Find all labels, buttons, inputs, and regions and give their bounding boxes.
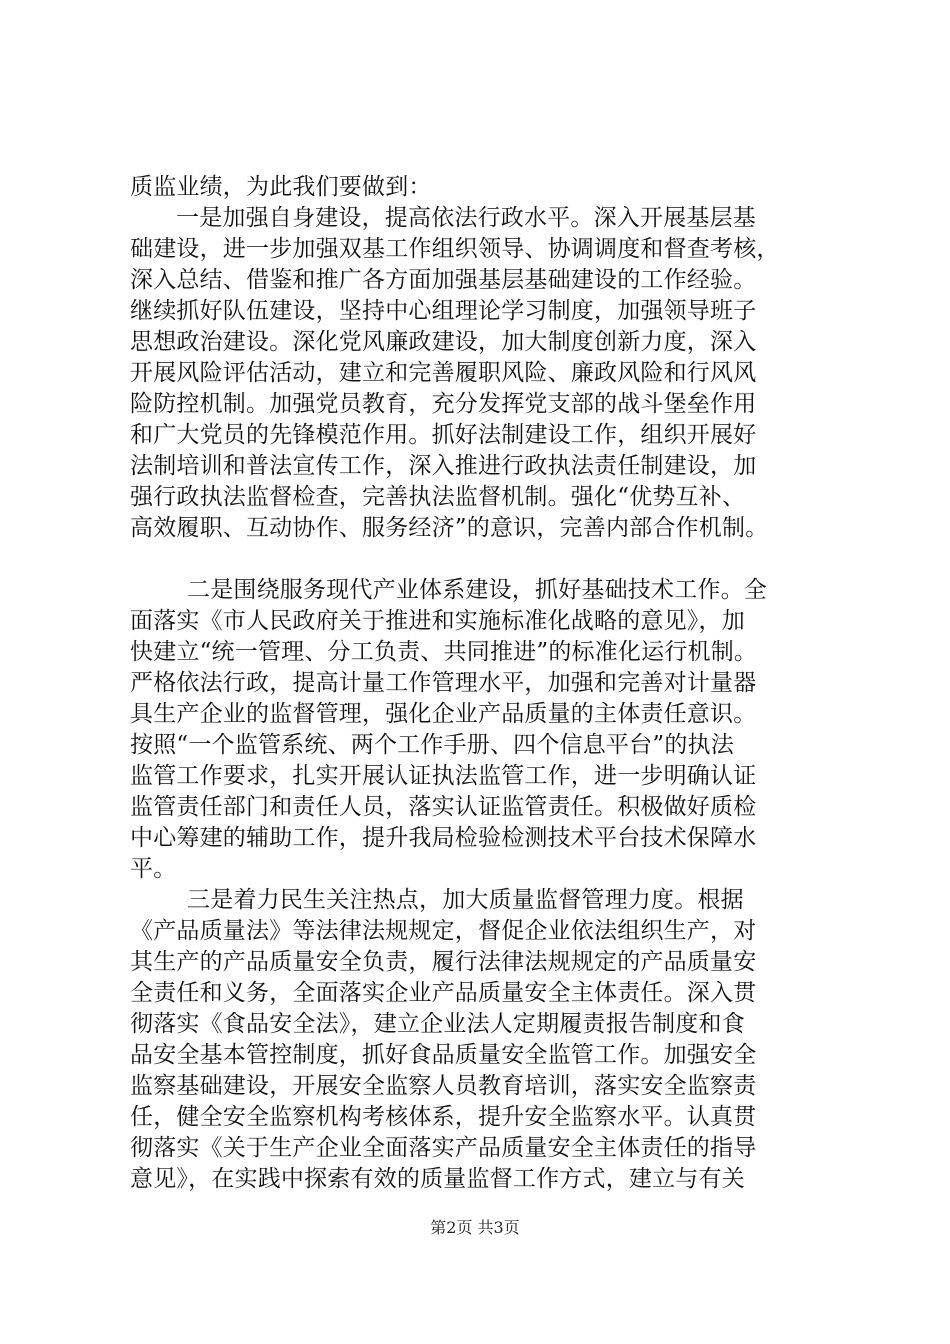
text-line: 监管工作要求，扎实开展认证执法监管工作，进一步明确认证 (130, 763, 757, 789)
text-line: 面落实《市人民政府关于推进和实施标准化战略的意见》，加 (130, 608, 745, 634)
text-line: 险防控机制。加强党员教育，充分发挥党支部的战斗堡垒作用 (130, 391, 757, 417)
text-line: 和广大党员的先锋模范作用。抓好法制建设工作，组织开展好 (130, 422, 757, 448)
text-line: 础建设，进一步加强双基工作组织领导、协调调度和督查考核， (130, 236, 780, 262)
text-line: 按照“一个监管系统、两个工作手册、四个信息平台”的执法 (130, 732, 734, 758)
text-line: 监察基础建设，开展安全监察人员教育培训，落实安全监察责 (130, 1073, 757, 1099)
text-line: 彻落实《食品安全法》，建立企业法人定期履责报告制度和食 (130, 1011, 745, 1037)
paragraph-gap (130, 544, 850, 575)
text-line: 品安全基本管控制度，抓好食品质量安全监管工作。加强安全 (130, 1042, 757, 1068)
text-line: 严格依法行政，提高计量工作管理水平，加强和完善对计量器 (130, 670, 757, 696)
document-body (130, 172, 850, 1195)
text-line: 监管责任部门和责任人员，落实认证监管责任。积极做好质检 (130, 794, 757, 820)
text-line: 彻落实《关于生产企业全面落实产品质量安全主体责任的指导 (130, 1135, 757, 1161)
text-line: 其生产的产品质量安全负责，履行法律法规规定的产品质量安 (130, 949, 757, 975)
text-line: 任，健全安全监察机构考核体系，提升安全监察水平。认真贯 (130, 1104, 757, 1130)
text-line: 平。 (130, 856, 177, 882)
text-line: 法制培训和普法宣传工作，深入推进行政执法责任制建设，加 (130, 453, 757, 479)
text-line: 深入总结、借鉴和推广各方面加强基层基础建设的工作经验。 (130, 267, 757, 293)
text-line: 继续抓好队伍建设，坚持中心组理论学习制度，加强领导班子 (130, 298, 757, 324)
text-line: 三是着力民生关注热点，加大质量监督管理力度。根据 (187, 887, 744, 913)
text-line: 《产品质量法》等法律法规规定，督促企业依法组织生产，对 (130, 918, 757, 944)
text-line: 中心筹建的辅助工作，提升我局检验检测技术平台技术保障水 (130, 825, 757, 851)
text-line: 质监业绩，为此我们要做到： (130, 174, 432, 200)
text-line: 思想政治建设。深化党风廉政建设，加大制度创新力度，深入 (130, 329, 757, 355)
text-line: 一是加强自身建设，提高依法行政水平。深入开展基层基 (176, 205, 756, 231)
text-line: 强行政执法监督检查，完善执法监督机制。强化“优势互补、 (130, 484, 746, 510)
text-line: 开展风险评估活动，建立和完善履职风险、廉政风险和行风风 (130, 360, 757, 386)
page-number-footer: 第2页 共3页 (430, 1218, 520, 1237)
text-line: 高效履职、互动协作、服务经济”的意识，完善内部合作机制。 (130, 515, 769, 541)
text-line: 二是围绕服务现代产业体系建设，抓好基础技术工作。全 (187, 577, 767, 603)
text-line: 意见》，在实践中探索有效的质量监督工作方式，建立与有关 (130, 1166, 745, 1192)
text-line: 快建立“统一管理、分工负责、共同推进”的标准化运行机制。 (130, 639, 758, 665)
text-line: 全责任和义务，全面落实企业产品质量安全主体责任。深入贯 (130, 980, 757, 1006)
text-line: 具生产企业的监督管理，强化企业产品质量的主体责任意识。 (130, 701, 757, 727)
